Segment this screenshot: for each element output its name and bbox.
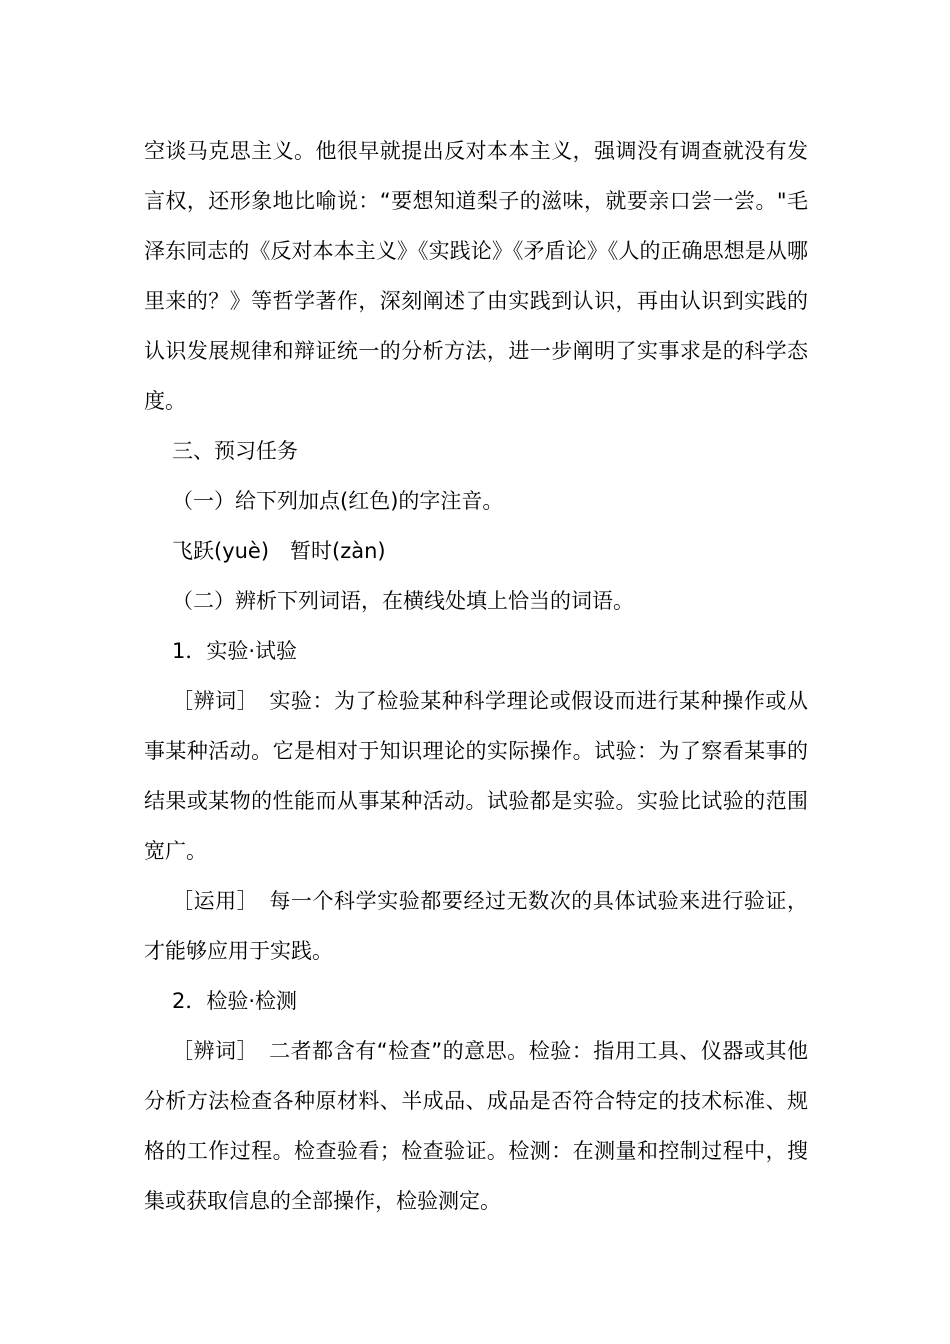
section-heading-preview-tasks: 三、预习任务 xyxy=(172,439,298,463)
word-pair-two-title: 2．检验·检测 xyxy=(172,989,298,1013)
paragraph-intro: 空谈马克思主义。他很早就提出反对本本主义，强调没有调查就没有发言权，还形象地比喻说：“要想知道梨子的滋味，就要亲口尝一尝。"毛泽东同志的《反对本本主义》《实践论》《矛盾论》《人的正确思想是从哪里来的？》等哲学著作，深刻阐述了由实践到认识，再由认识到实践的认识发展规律和辩证统一的分析方法，进一步阐明了实事求是的科学态度。 xyxy=(144,139,808,413)
pinyin-line: 飞跃(yuè) 暂时(zàn) xyxy=(172,539,386,563)
task-two-heading: （二）辨析下列词语，在横线处填上恰当的词语。 xyxy=(172,589,634,613)
word-pair-one-title: 1．实验·试验 xyxy=(172,639,298,663)
word-pair-one-definition: ［辨词］ 实验：为了检验某种科学理论或假设而进行某种操作或从事某种活动。它是相对于知识理论的实际操作。试验：为了察看某事的结果或某物的性能而从事某种活动。试验都是实验。实验比试验的范围宽广。 xyxy=(144,689,808,863)
word-pair-two-definition: ［辨词］ 二者都含有“检查”的意思。检验：指用工具、仪器或其他分析方法检查各种原材料、半成品、成品是否符合特定的技术标准、规格的工作过程。检查验看；检查验证。检测：在测量和控制过程中，搜集或获取信息的全部操作，检验测定。 xyxy=(144,1039,808,1213)
word-pair-one-usage: ［运用］ 每一个科学实验都要经过无数次的具体试验来进行验证，才能够应用于实践。 xyxy=(144,889,808,963)
document-body xyxy=(144,126,808,1226)
task-one-heading: （一）给下列加点(红色)的字注音。 xyxy=(172,489,504,513)
